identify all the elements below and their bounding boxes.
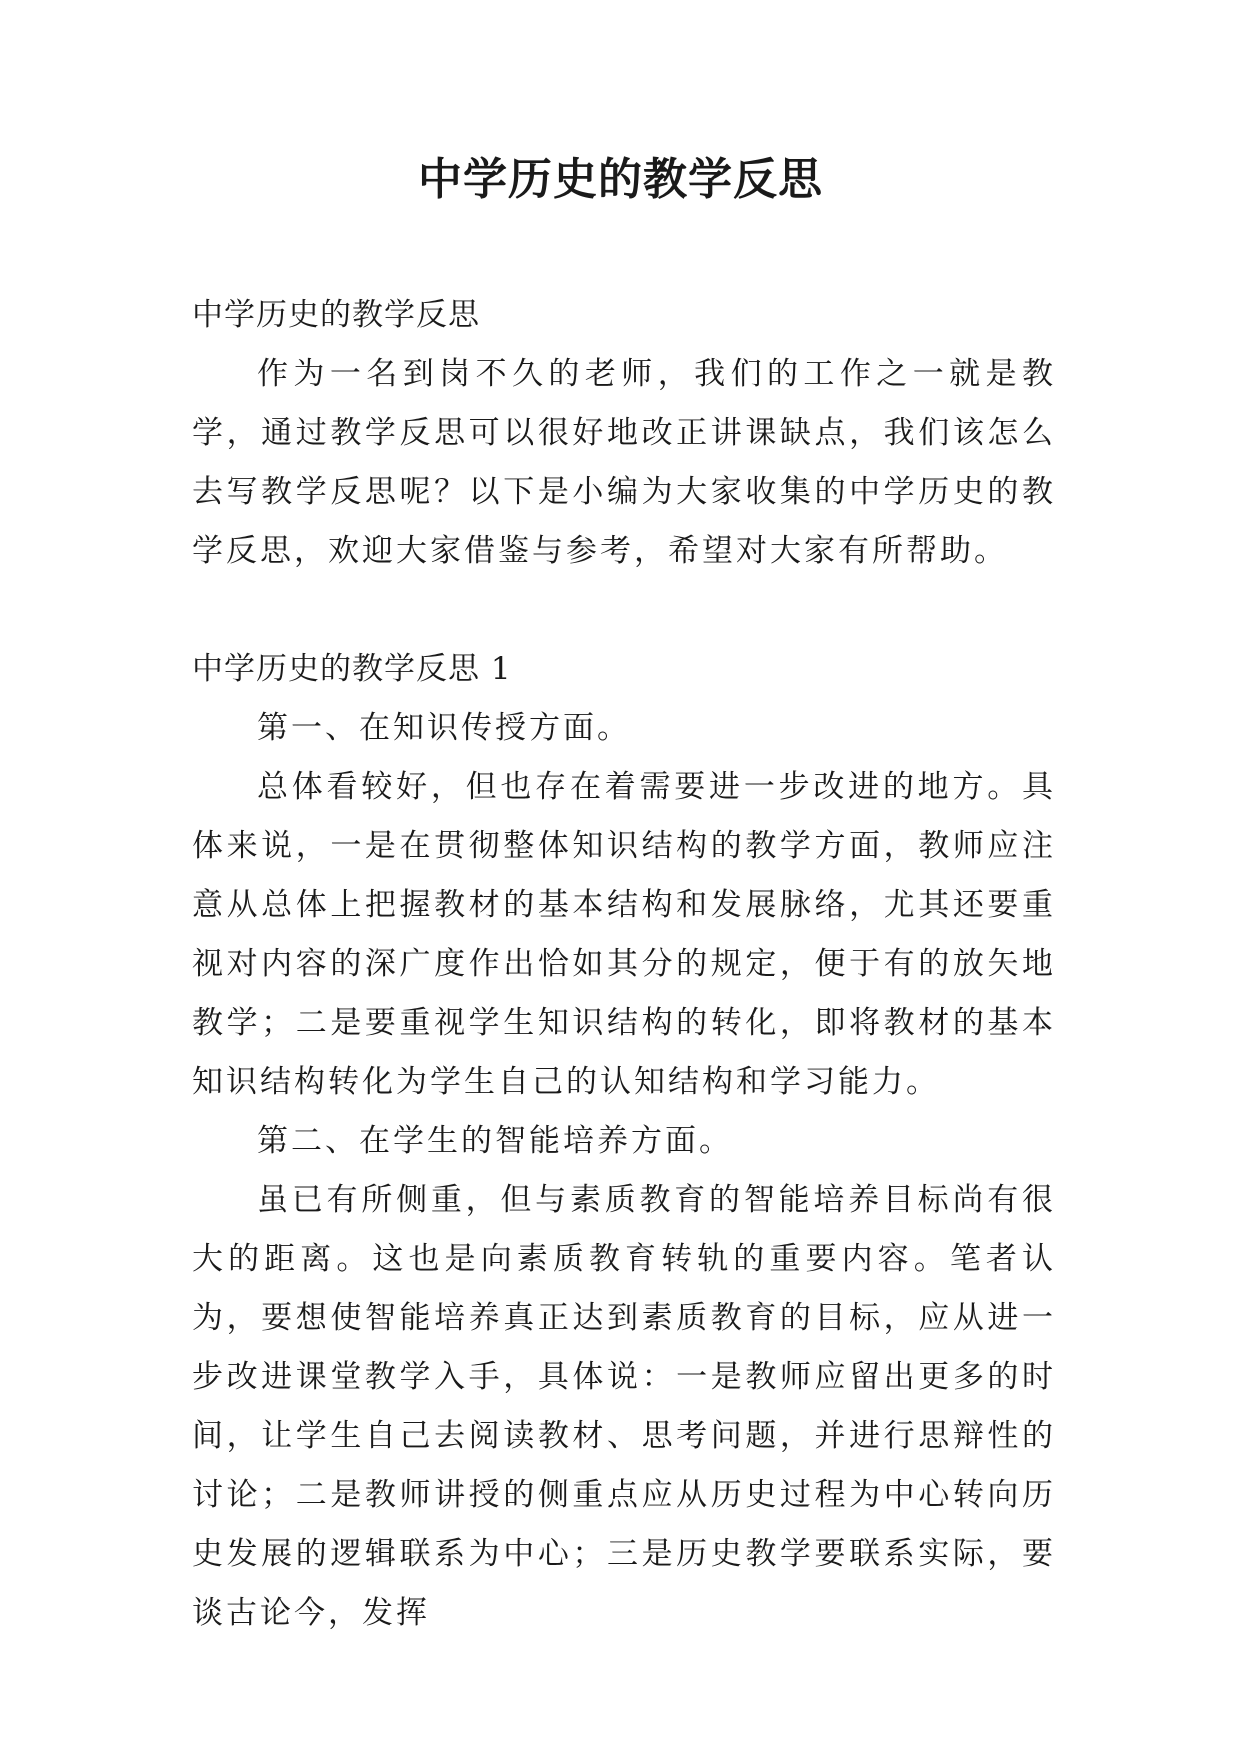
section-spacer <box>192 581 1056 640</box>
document-title: 中学历史的教学反思 <box>418 154 823 205</box>
section-1-heading: 中学历史的教学反思 1 <box>192 651 512 687</box>
intro-heading: 中学历史的教学反思 <box>192 297 480 333</box>
document-body <box>192 286 1056 1643</box>
point-2-body: 虽已有所侧重，但与素质教育的智能培养目标尚有很大的距离。这也是向素质教育转轨的重要内容。笔者认为，要想使智能培养真正达到素质教育的目标，应从进一步改进课堂教学入手，具体说：一是教师应留出更多的时间，让学生自己去阅读教材、思考问题，并进行思辩性的讨论；二是教师讲授的侧重点应从历史过程为中心转向历史发展的逻辑联系为中心；三是历史教学要联系实际，要谈古论今，发挥 <box>192 1182 1056 1631</box>
intro-paragraph: 作为一名到岗不久的老师，我们的工作之一就是教学，通过教学反思可以很好地改正讲课缺点，我们该怎么去写教学反思呢？以下是小编为大家收集的中学历史的教学反思，欢迎大家借鉴与参考，希望对大家有所帮助。 <box>192 356 1056 569</box>
point-1-title: 第一、在知识传授方面。 <box>257 710 631 746</box>
point-1-body: 总体看较好，但也存在着需要进一步改进的地方。具体来说，一是在贯彻整体知识结构的教学方面，教师应注意从总体上把握教材的基本结构和发展脉络，尤其还要重视对内容的深广度作出恰如其分的规定，便于有的放矢地教学；二是要重视学生知识结构的转化，即将教材的基本知识结构转化为学生自己的认知结构和学习能力。 <box>192 769 1056 1100</box>
point-2-title: 第二、在学生的智能培养方面。 <box>257 1123 733 1159</box>
